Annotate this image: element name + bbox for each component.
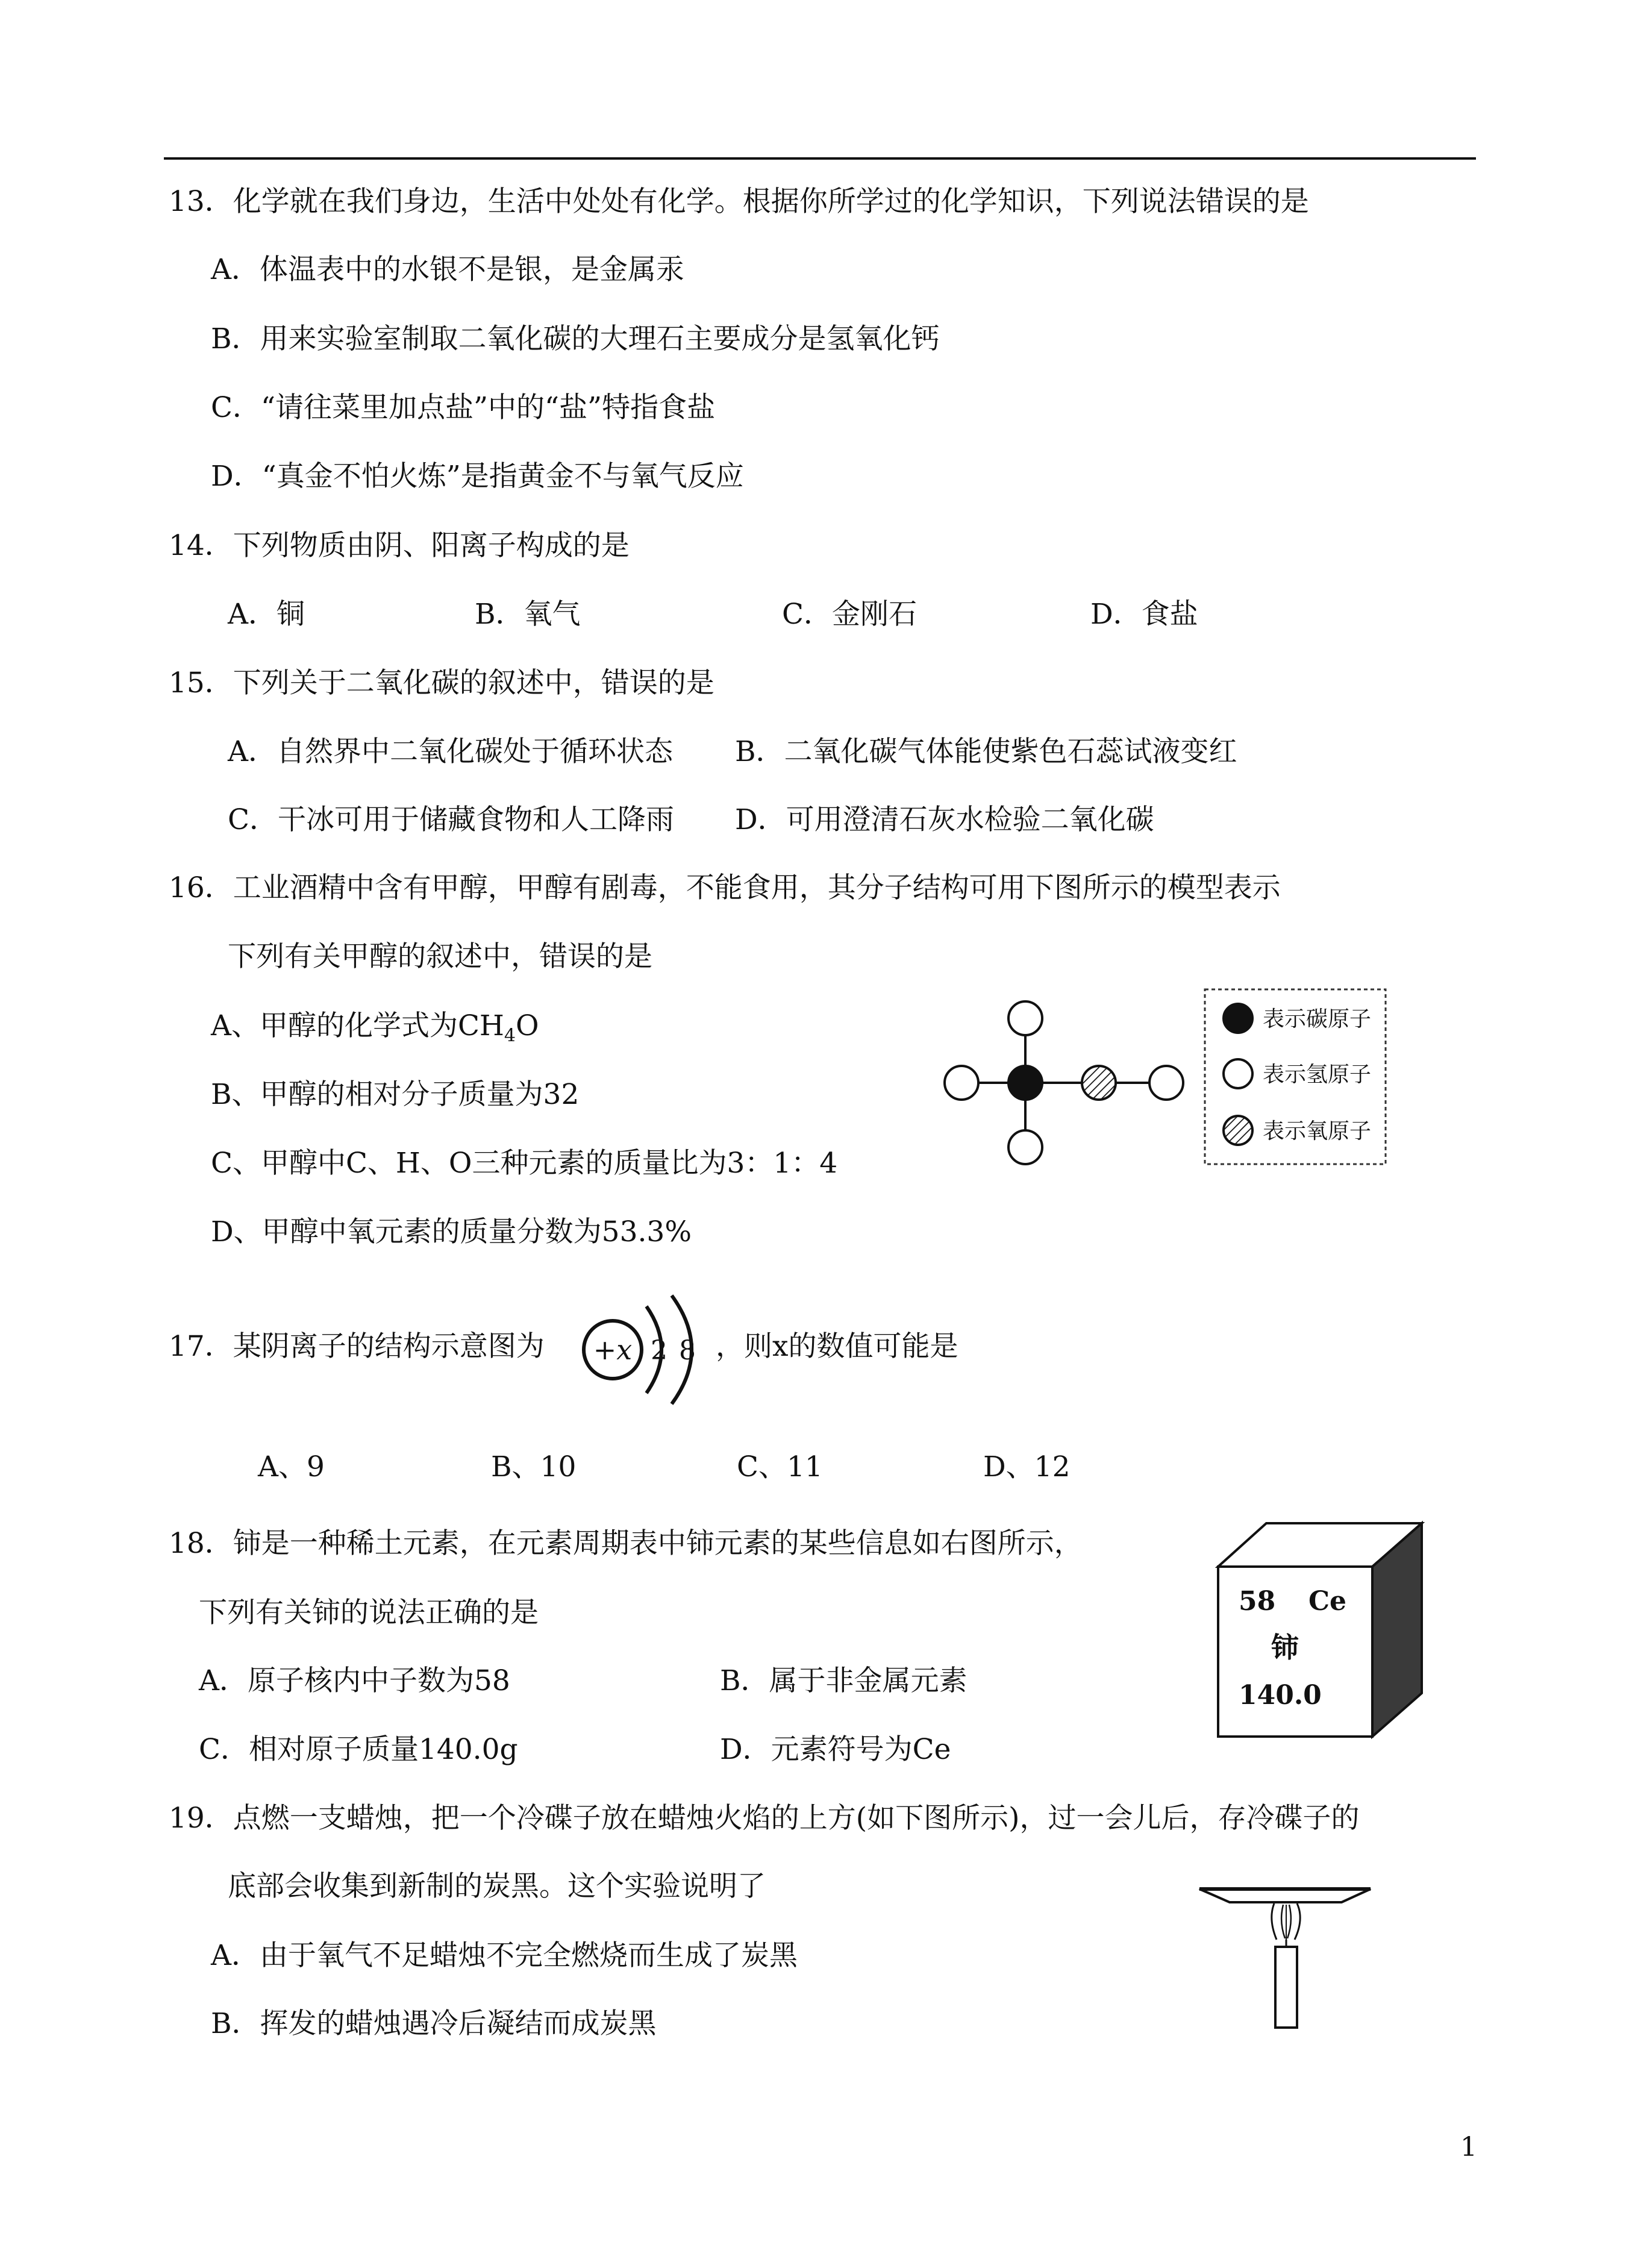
oxygen-atom	[1082, 1066, 1116, 1100]
candle-plate-diagram	[1196, 1877, 1377, 2034]
q13-stem: 13．化学就在我们身边，生活中处处有化学。根据你所学过的化学知识，下列说法错误的是	[169, 185, 1309, 218]
hydrogen-atom-bottom	[1008, 1130, 1042, 1164]
q17-option-d: D、12	[983, 1450, 1071, 1483]
q16-option-d: D、甲醇中氧元素的质量分数为53.3%	[211, 1215, 692, 1248]
q17-stem-after: ，则x的数值可能是	[716, 1330, 958, 1363]
nucleus-charge: +x	[593, 1333, 633, 1366]
q18-stem-line2: 下列有关铈的说法正确的是	[199, 1596, 539, 1629]
q17-option-b: B、10	[491, 1450, 577, 1483]
candle	[1275, 1947, 1297, 2028]
flame-icon	[1272, 1903, 1277, 1940]
cold-plate	[1199, 1889, 1371, 1902]
q13-option-d: D．“真金不怕火炼”是指黄金不与氧气反应	[211, 460, 744, 493]
legend-carbon-icon	[1224, 1004, 1252, 1033]
q18-option-b: B．属于非金属元素	[720, 1664, 968, 1697]
q19-stem: 19．点燃一支蜡烛，把一个冷碟子放在蜡烛火焰的上方(如下图所示)，过一会儿后，存冷碟子的	[169, 1802, 1360, 1835]
q15-option-d: D．可用澄清石灰水检验二氧化碳	[735, 803, 1154, 836]
q17-stem-before: 17．某阴离子的结构示意图为	[169, 1330, 545, 1363]
hydrogen-atom-top	[1008, 1001, 1042, 1035]
page-number: 1	[1460, 2132, 1477, 2163]
carbon-atom	[1008, 1066, 1042, 1100]
atomic-mass: 140.0	[1239, 1680, 1322, 1711]
q19-stem-line2: 底部会收集到新制的炭黑。这个实验说明了	[228, 1870, 766, 1903]
ion-structure-diagram	[575, 1283, 714, 1416]
q16-option-c: C、甲醇中C、H、O三种元素的质量比为3：1：4	[211, 1147, 838, 1180]
element-symbol: Ce	[1308, 1586, 1347, 1617]
q18-option-d: D．元素符号为Ce	[720, 1733, 951, 1766]
q13-option-a: A．体温表中的水银不是银，是金属汞	[211, 253, 684, 286]
q14-option-a: A．铜	[228, 598, 305, 631]
legend-oxygen-icon	[1224, 1116, 1252, 1145]
q16-option-a: A、甲醇的化学式为$CH_4O$	[211, 1009, 539, 1047]
q16-stem: 16．工业酒精中含有甲醇，甲醇有剧毒，不能食用，其分子结构可用下图所示的模型表示	[169, 871, 1281, 904]
legend-hydrogen-label: 表示氢原子	[1263, 1062, 1372, 1087]
q14-option-c: C．金刚石	[782, 598, 917, 631]
q13-option-c: C．“请往菜里加点盐”中的“盐”特指食盐	[211, 391, 716, 424]
cerium-element-cell	[1211, 1512, 1428, 1753]
q14-option-d: D．食盐	[1090, 598, 1198, 631]
element-name: 铈	[1271, 1631, 1299, 1664]
atomic-number: 58	[1239, 1586, 1276, 1617]
q18-option-a: A．原子核内中子数为58	[199, 1664, 510, 1697]
hydrogen-atom-left	[945, 1066, 978, 1100]
shell-1-electrons: 2	[651, 1335, 667, 1366]
q15-option-c: C．干冰可用于储藏食物和人工降雨	[228, 803, 674, 836]
q15-stem: 15．下列关于二氧化碳的叙述中，错误的是	[169, 666, 714, 700]
q16-option-b: B、甲醇的相对分子质量为32	[211, 1078, 580, 1111]
legend-oxygen-label: 表示氧原子	[1263, 1119, 1372, 1144]
q17-option-c: C、11	[737, 1450, 823, 1483]
q18-stem: 18．铈是一种稀土元素，在元素周期表中铈元素的某些信息如右图所示，	[169, 1527, 1083, 1560]
q14-stem: 14．下列物质由阴、阳离子构成的是	[169, 529, 630, 562]
q19-option-b: B．挥发的蜡烛遇冷后凝结而成炭黑	[211, 2007, 657, 2040]
q15-option-b: B．二氧化碳气体能使紫色石蕊试液变红	[735, 735, 1237, 768]
shell-2-electrons: 8	[679, 1335, 696, 1366]
q16-stem-line2: 下列有关甲醇的叙述中，错误的是	[228, 940, 652, 973]
methanol-model-diagram	[928, 982, 1422, 1181]
q15-option-a: A．自然界中二氧化碳处于循环状态	[228, 735, 673, 768]
legend-carbon-label: 表示碳原子	[1263, 1007, 1372, 1032]
q14-option-b: B．氧气	[475, 598, 581, 631]
q13-option-b: B．用来实验室制取二氧化碳的大理石主要成分是氢氧化钙	[211, 322, 940, 356]
q18-option-c: C．相对原子质量140.0g	[199, 1733, 518, 1766]
q19-option-a: A．由于氧气不足蜡烛不完全燃烧而生成了炭黑	[211, 1939, 798, 1972]
hydrogen-atom-right	[1149, 1066, 1183, 1100]
q17-option-a: A、9	[258, 1450, 325, 1483]
header-rule	[164, 157, 1476, 160]
legend-hydrogen-icon	[1224, 1059, 1252, 1088]
